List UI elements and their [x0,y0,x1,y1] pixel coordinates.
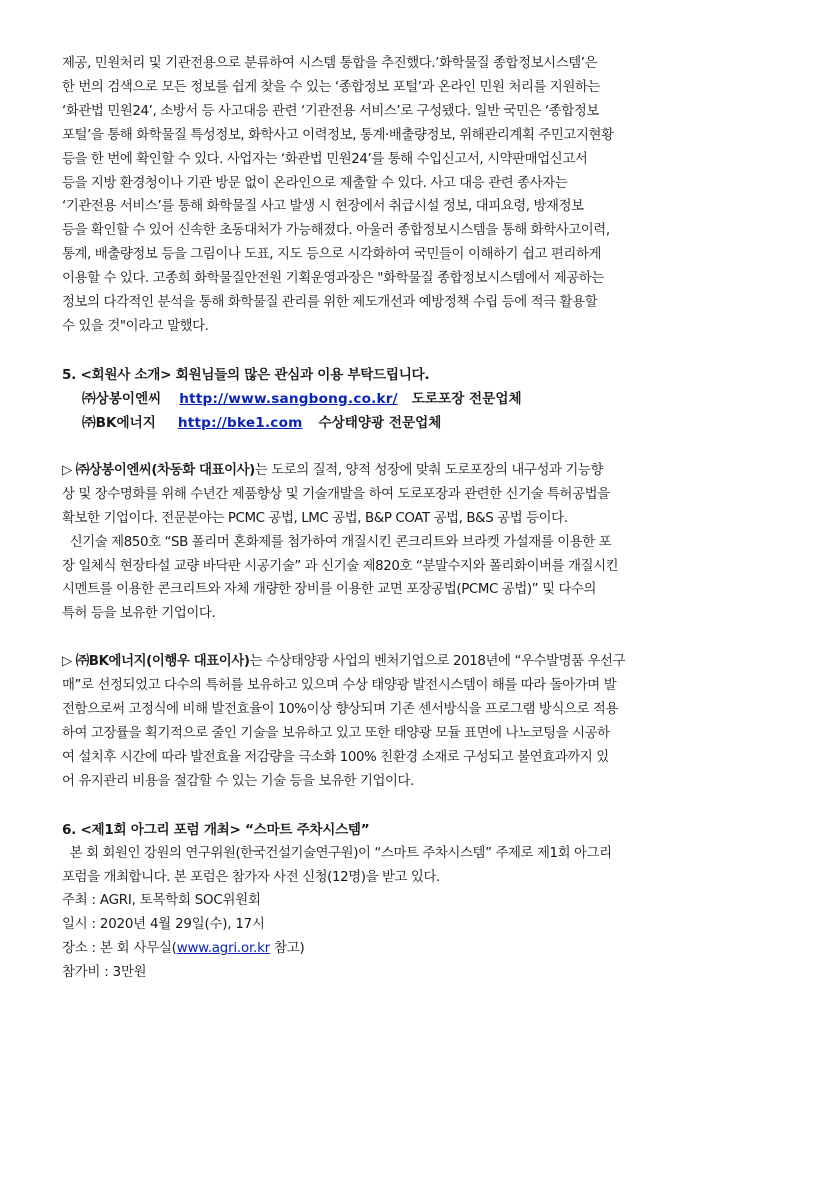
sangbong-paragraph [62,459,774,626]
bk-paragraph [62,650,774,793]
text-line: 여 설치후 시간에 따라 발전효율 저감량을 극소화 100% 친환경 소재로 구성되고 불연효과까지 있 [62,749,609,765]
text-line: 특허 등을 보유한 기업이다. [62,606,216,622]
section-forum [62,818,774,986]
text-fragment: 는 수상태양광 사업의 벤처기업으로 2018년에 “우수발명품 우선구 [249,654,626,670]
forum-host: 주최 : AGRI, 토목학회 SOC위원회 [62,893,261,909]
member-description: 수상태양광 전문업체 [318,414,442,431]
text-line: 어 유지관리 비용을 절감할 수 있는 기술 등을 보유한 기업이다. [62,773,414,789]
text-line: 장 일체식 현장타설 교량 바닥판 시공기술” 과 신기술 제820호 “분말수지와 폴리화이버를 개질시킨 [62,558,619,574]
member-website-link[interactable]: http://www.sangbong.co.kr/ [179,390,398,407]
member-name: ㈜상봉이엔씨 [82,390,162,407]
text-line: 포럼을 개최합니다. 본 포럼은 참가자 사전 신청(12명)을 받고 있다. [62,869,440,885]
section-6-heading: 6. <제1회 아그리 포럼 개최> “스마트 주차시스템” [62,821,370,838]
text-line: 통계, 배출량정보 등을 그림이나 도표, 지도 등으로 시각화하여 국민들이 이해하기 쉽고 편리하게 [62,247,602,263]
text-line: 신기술 제850호 “SB 폴리머 혼화제를 첨가하여 개질시킨 콘크리트와 브라켓 가설재를 이용한 포 [62,534,612,550]
triangle-bullet-icon: ▷ [62,462,72,478]
intro-paragraph [62,52,774,339]
member-website-link[interactable]: http://bke1.com [177,414,303,431]
text-line: 제공, 민원처리 및 기관전용으로 분류하여 시스템 통합을 추진했다.’화학물질 종합정보시스템’은 [62,56,598,71]
text-line: 등을 확인할 수 있어 신속한 초동대처가 가능해졌다. 아울러 종합정보시스템을 통해 화학사고이력, [62,223,610,239]
member-row-sangbong [62,387,774,411]
place-suffix: 참고) [269,941,305,957]
forum-place [62,937,774,961]
text-line: 전함으로써 고정식에 비해 발전효율이 10%이상 향상되며 기존 센서방식을 프로그램 방식으로 적용 [62,702,619,718]
agri-website-link[interactable]: www.agri.or.kr [176,941,270,957]
text-line: 매”로 선정되었고 다수의 특허를 보유하고 있으며 수상 태양광 발전시스템이 해를 따라 돌아가며 발 [62,678,617,694]
text-line: 시멘트를 이용한 콘크리트와 자체 개량한 장비를 이용한 교면 포장공법(PCMC 공법)” 및 다수의 [62,582,597,598]
text-line: 수 있을 것"이라고 말했다. [62,318,209,334]
text-line [62,459,774,483]
forum-paragraph [62,842,774,890]
section-member-intro [62,363,774,435]
section-5-heading: 5. <회원사 소개> 회원님들의 많은 관심과 이용 부탁드립니다. [62,366,430,383]
text-line: 상 및 장수명화를 위해 수년간 제품향상 및 기술개발을 하여 도로포장과 관련한 신기술 특허공법을 [62,486,610,502]
text-line: 포털’을 통해 화학물질 특성정보, 화학사고 이력정보, 통계·배출량정보, 위해관리계획 주민고지현황 [62,127,614,143]
text-line: 본 회 회원인 강원의 연구위원(한국건설기술연구원)이 “스마트 주차시스템” 주제로 제1회 아그리 [62,845,612,861]
text-line: 하여 고장률을 획기적으로 줄인 기술을 보유하고 있고 또한 태양광 모듈 표면에 나노코팅을 시공하 [62,725,610,741]
text-line: 정보의 다각적인 분석을 통해 화학물질 관리를 위한 제도개선과 예방정책 수립 등에 적극 활용할 [62,295,598,311]
text-line: 등을 한 번에 확인할 수 있다. 사업자는 ‘화관법 민원24’를 통해 수입신고서, 시약판매업신고서 [62,151,588,167]
company-lead: ㈜상봉이엔씨(차동화 대표이사) [75,462,255,478]
member-name: ㈜BK에너지 [82,414,156,431]
place-prefix: 장소 : 본 회 사무실( [62,941,177,957]
text-line: 확보한 기업이다. 전문분야는 PCMC 공법, LMC 공법, B&P COAT 공법, B&S 공법 등이다. [62,510,568,526]
text-line [62,650,774,674]
text-line: 한 번의 검색으로 모든 정보를 쉽게 찾을 수 있는 ‘종합정보 포털’과 온라인 민원 처리를 지원하는 [62,79,601,95]
forum-fee: 참가비 : 3만원 [62,965,147,981]
text-line: 이용할 수 있다. 고종희 화학물질안전원 기획운영과장은 "화학물질 종합정보시스템에서 제공하는 [62,271,604,287]
triangle-bullet-icon: ▷ [62,654,72,670]
text-line: ‘기관전용 서비스’를 통해 화학물질 사고 발생 시 현장에서 취급시설 정보, 대피요령, 방재정보 [62,199,584,215]
document-page [62,52,774,985]
text-line: 등을 지방 환경청이나 기관 방문 없이 온라인으로 제출할 수 있다. 사고 대응 관련 종사자는 [62,175,568,191]
text-line: ‘화관법 민원24’, 소방서 등 사고대응 관련 ‘기관전용 서비스’로 구성됐다. 일반 국민은 ‘종합정보 [62,103,599,119]
member-description: 도로포장 전문업체 [411,390,522,407]
text-fragment: 는 도로의 질적, 양적 성장에 맞춰 도로포장의 내구성과 기능향 [254,462,603,478]
forum-date: 일시 : 2020년 4월 29일(수), 17시 [62,917,265,933]
company-lead: ㈜BK에너지(이행우 대표이사) [75,654,250,670]
member-row-bk [62,411,774,435]
